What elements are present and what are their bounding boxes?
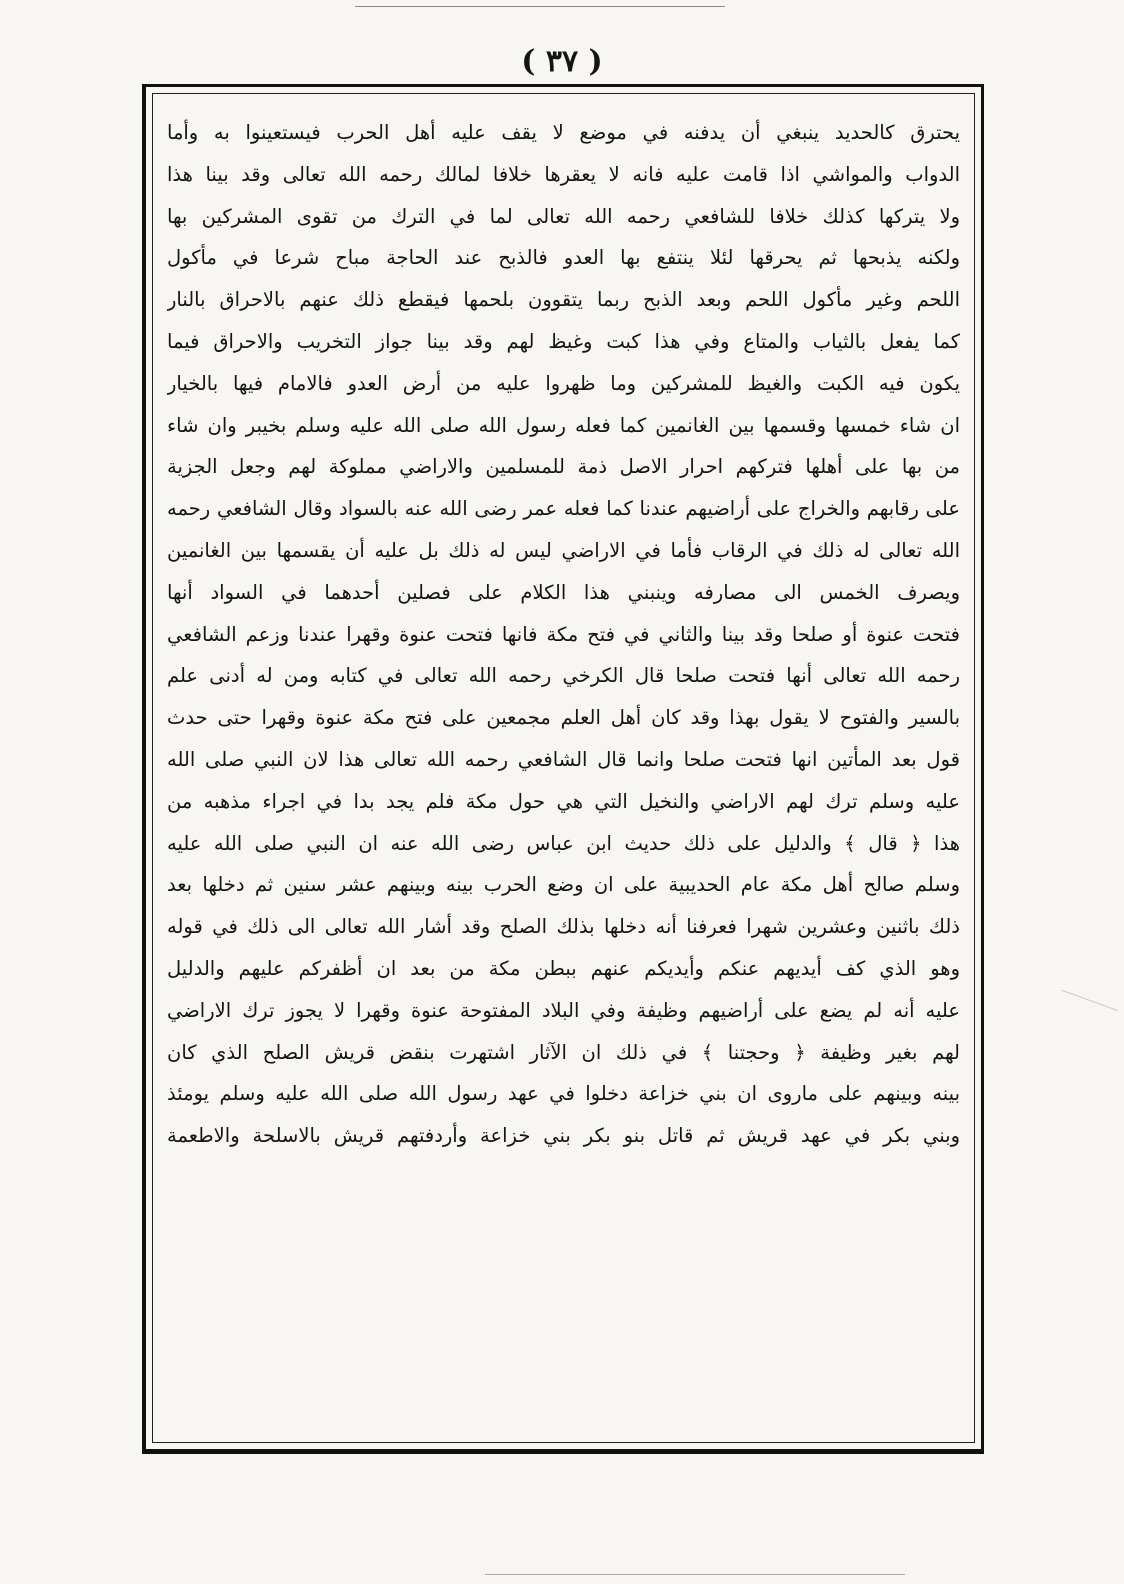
text-line: ان شاء خمسها وقسمها بين الغانمين كما فعله رسول الله صلى الله عليه وسلم بخيبر وان شاء [167, 413, 960, 437]
text-line: قول بعد المأتين انها فتحت صلحا وانما قال الشافعي رحمه الله تعالى هذا لان النبي صلى الله [167, 747, 960, 771]
text-line: ولا يتركها كذلك خلافا للشافعي رحمه الله تعالى لما في الترك من تقوى المشركين بها [167, 204, 960, 228]
text-line: بينه وبينهم على ماروى ان بني خزاعة دخلوا في عهد رسول الله صلى الله عليه وسلم يومئذ [167, 1082, 960, 1106]
paper-crease [1062, 990, 1119, 1011]
text-line: لهم بغير وظيفة ﴿ وحجتنا ﴾ في ذلك ان الآثار اشتهرت بنقض قريش الصلح الذي كان [167, 1040, 960, 1064]
text-line: فتحت عنوة أو صلحا وقد بينا والثاني في فتح مكة فانها فتحت عنوة وقهرا عندنا وزعم الشافعي [167, 622, 960, 646]
page-frame [142, 84, 984, 1454]
text-line: الدواب والمواشي اذا قامت عليه فانه لا يعقرها خلافا لمالك رحمه الله تعالى وقد بينا هذا [167, 162, 960, 186]
text-line: يحترق كالحديد ينبغي أن يدفنه في موضع لا يقف عليه أهل الحرب فيستعينوا به وأما [167, 121, 960, 144]
text-line: وبني بكر في عهد قريش ثم قاتل بنو بكر بني خزاعة وأردفتهم قريش بالاسلحة والاطعمة [167, 1124, 960, 1148]
text-line: ذلك باثنين وعشرين شهرا فعرفنا أنه دخلها بذلك الصلح وقد أشار الله تعالى الى ذلك في قوله [167, 915, 960, 939]
text-line: ولكنه يذبحها ثم يحرقها لئلا ينتفع بها العدو فالذبح عند الحاجة مباح شرعا في مأكول [167, 246, 960, 270]
text-line: عليه أنه لم يضع على أراضيهم وظيفة وفي البلاد المفتوحة عنوة وقهرا لا يجوز ترك الاراضي [167, 998, 960, 1022]
body-text [167, 112, 960, 1432]
text-line: هذا ﴿ قال ﴾ والدليل على ذلك حديث ابن عباس رضى الله عنه ان النبي صلى الله عليه [167, 831, 960, 855]
text-line: وسلم صالح أهل مكة عام الحديبية على ان وضع الحرب بينه وبينهم عشر سنين ثم دخلها بعد [167, 873, 960, 897]
text-line: من بها على أهلها فتركهم احرار الاصل ذمة للمسلمين والاراضي مملوكة لهم وجعل الجزية [167, 455, 960, 479]
text-line: يكون فيه الكبت والغيظ للمشركين وما ظهروا عليه من أرض العدو فالامام فيها بالخيار [167, 371, 960, 395]
text-line: بالسير والفتوح لا يقول بهذا وقد كان أهل العلم مجمعين على فتح مكة عنوة وقهرا حتى حدث [167, 706, 960, 730]
text-line: وهو الذي كف أيديهم عنكم وأيديكم عنهم ببطن مكة من بعد ان أظفركم عليهم والدليل [167, 956, 960, 980]
top-edge-rule [355, 6, 725, 7]
bottom-edge-rule [485, 1574, 905, 1575]
inner-frame [152, 93, 975, 1443]
text-line: الله تعالى له ذلك في الرقاب فأما في الاراضي ليس له ذلك بل عليه أن يقسمها بين الغانمين [167, 538, 960, 562]
text-line: ويصرف الخمس الى مصارفه وينبني هذا الكلام على فصلين أحدهما في السواد أنها [167, 580, 960, 604]
text-line: عليه وسلم ترك لهم الاراضي والنخيل التي هي حول مكة فلم يجد بدا في اجراء مذهبه من [167, 789, 960, 813]
text-line: اللحم وغير مأكول اللحم وبعد الذبح ربما يتقوون بلحمها فيقطع ذلك عنهم بالاحراق بالنار [167, 288, 960, 312]
text-line: رحمه الله تعالى أنها فتحت صلحا قال الكرخي رحمه الله تعالى في كتابه ومن له أدنى علم [167, 664, 960, 688]
text-line: كما يفعل بالثياب والمتاع وفي هذا كبت وغيظ لهم وقد بينا جواز التخريب والاحراق فيما [167, 329, 960, 353]
text-line: على رقابهم والخراج على أراضيهم عندنا كما فعله عمر رضى الله عنه بالسواد وقال الشافعي رحمه [167, 497, 960, 521]
page-number: ( ٣٧ ) [521, 44, 603, 79]
